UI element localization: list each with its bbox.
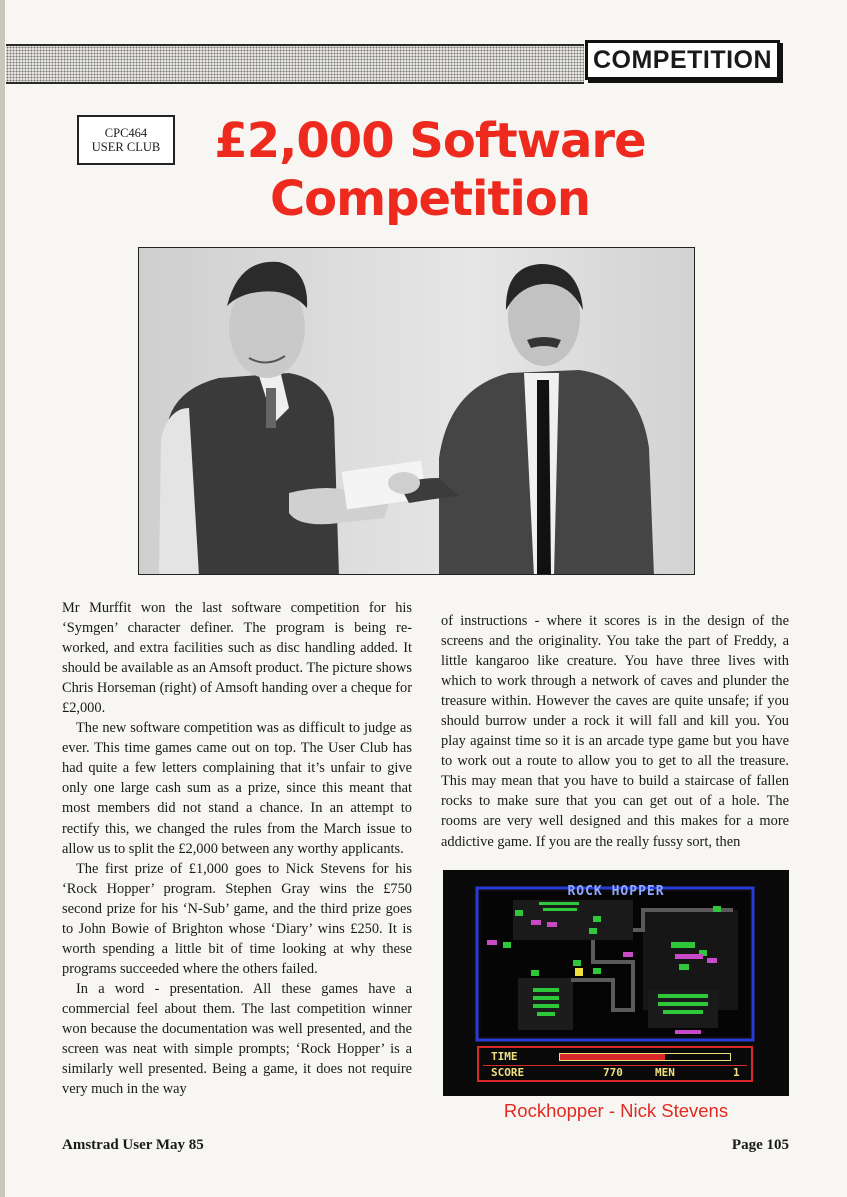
- club-line-2: USER CLUB: [91, 140, 161, 154]
- user-club-logo: [77, 115, 175, 165]
- photo-illustration: [139, 248, 695, 575]
- game-title: ROCK HOPPER: [567, 884, 665, 899]
- article-column-right: [441, 611, 789, 852]
- section-tag: COMPETITION: [585, 40, 780, 80]
- hud-men-value: 1: [733, 1066, 740, 1079]
- footer-page-number: Page 105: [731, 1137, 789, 1153]
- article-paragraph: The first prize of £1,000 goes to Nick Stevens for his ‘Rock Hopper’ program. Stephen Gray wins the £750 second prize for his ‘N-Sub’ game, and the third prize goes to John Bowie of Brighton whose ‘Diary’ wins £250. It is worth spending a little bit of time looking at why these programs succeeded where the others failed.: [62, 860, 412, 977]
- hud-time-row: [483, 1050, 747, 1064]
- hud-time-bar: [559, 1053, 731, 1061]
- headline: [170, 112, 690, 228]
- hud-score-value: 770: [603, 1066, 623, 1079]
- hud-score-label: SCORE: [491, 1066, 525, 1079]
- screenshot-caption: Rockhopper - Nick Stevens: [503, 1100, 729, 1121]
- article-paragraph: In a word - presentation. All these games have a commercial feel about them. The last competition winner won because the documentation was well presented, and the screen was neat with simple prompts; ‘Rock Hopper’ is a similarly well presented. Being a game, it does not require very much in the way: [62, 980, 412, 1098]
- club-line-1: CPC464: [104, 126, 148, 140]
- article-column-left: [62, 598, 412, 1099]
- article-paragraph: The new software competition was as difficult to judge as ever. This time games came out on top. The User Club has had quite a few letters complaining that it’s unfair to give only one large cash sum as a prize, since this meant that most members did not stand a chance. In an attempt to rectify this, we changed the rules from the March issue to allow us to split the £2,000 between any worthy applicants.: [62, 720, 412, 857]
- header-dot-band: [6, 44, 584, 84]
- article-paragraph: of instructions - where it scores is in the design of the screens and the originality. You take the part of Freddy, a little kangaroo like creature. You have three lives with which to work through a network of caves and plunder the treasure within. However the caves are quite unsafe; if you should burrow under a rock it will fall and kill you. You play against time so it is an arcade type game but you have to work out a route to allow you to get to all the treasure. This may mean that you have to build a staircase of fallen rocks to make sure that you can get out of a hole. The rooms are very well designed and this makes for a more addictive game. If you are the really fussy sort, then: [441, 613, 789, 850]
- game-hud: [477, 1046, 753, 1082]
- cheque-presentation-photo: [138, 247, 695, 575]
- rockhopper-screenshot: [443, 870, 789, 1096]
- headline-line-2: Competition: [269, 171, 591, 227]
- footer-magazine: Amstrad User May 85: [62, 1137, 204, 1153]
- hud-men-label: MEN: [655, 1066, 675, 1079]
- page-spine: [0, 0, 5, 1197]
- hud-time-fill: [560, 1054, 665, 1060]
- article-paragraph: Mr Murffit won the last software competition for his ‘Symgen’ character definer. The program is being re-worked, and extra facilities such as disc handling added. It should be available as an Amsoft product. The picture shows Chris Horseman (right) of Amsoft handing over a cheque for £2,000.: [62, 600, 412, 717]
- hud-time-label: TIME: [491, 1050, 518, 1063]
- hud-score-row: [483, 1065, 747, 1082]
- headline-line-1: £2,000 Software: [214, 113, 646, 169]
